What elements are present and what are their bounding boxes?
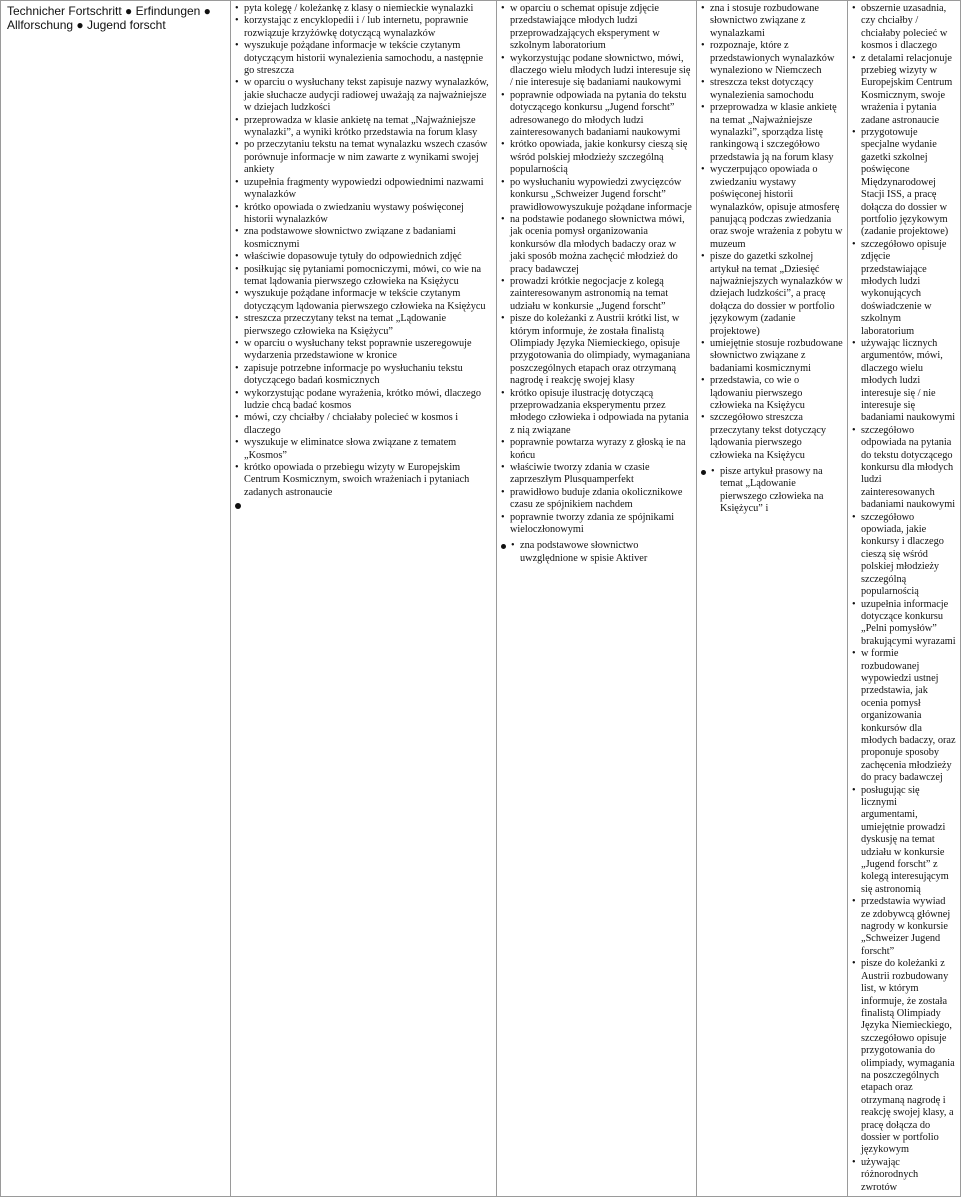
list-item: • uzupełnia informacje dotyczące konkursu „Pelni pomysłów” brakującymi wyrazami — [852, 599, 956, 649]
list-item: • poprawnie tworzy zdania ze spójnikami wieloczłonowymi — [501, 512, 692, 537]
list-item: • posiłkując się pytaniami pomocniczymi, mówi, co wie na temat lądowania pierwszego człowieka na Księżycu — [235, 264, 492, 289]
bullet-dot-icon — [701, 470, 706, 475]
bullet-list — [235, 3, 492, 499]
list-item: • szczegółowo opisuje zdjęcie przedstawiające młodych ludzi wykonujących doświadczenie w szkolnym laboratorium — [852, 239, 956, 338]
list-item: • korzystając z encyklopedii i / lub internetu, poprawnie rozwiązuje krzyżówkę dotyczącą wynalazków — [235, 15, 492, 40]
list-item: • przeprowadza w klasie ankietę na temat „Najważniejsze wynalazki”, sporządza listę rankingową i szczegółowo przedstawia ją na forum klasy — [701, 102, 843, 164]
list-item: • posługując się licznymi argumentami, umiejętnie prowadzi dyskusję na temat udziału w konkursie „Jugend forscht” z kolegą interesującym się astronomią — [852, 785, 956, 897]
list-item: • właściwie tworzy zdania w czasie zaprzeszłym Plusquamperfekt — [501, 462, 692, 487]
column-basic — [231, 1, 497, 1197]
list-item: • mówi, czy chciałby / chciałaby polecieć w kosmos i dlaczego — [235, 412, 492, 437]
list-item: • streszcza przeczytany tekst na temat „Lądowanie pierwszego człowieka na Księżycu” — [235, 313, 492, 338]
list-item: • wyszukuje pożądane informacje w tekście czytanym dotyczącym lądowania pierwszego człowieka na Księżycu — [235, 288, 492, 313]
list-item: • na podstawie podanego słownictwa mówi, jak ocenia pomysł organizowania konkursów dla młodych badaczy oraz w jaki sposób można zachęcić młodzież do pracy badawczej — [501, 214, 692, 276]
list-item: • prowadzi krótkie negocjacje z kolegą zainteresowanym astronomią na temat udziału w konkursie „Jugend forscht” — [501, 276, 692, 313]
bullet-list — [511, 540, 692, 565]
list-item: • pyta kolegę / koleżankę z klasy o niemieckie wynalazki — [235, 3, 492, 15]
bullet-dot-icon — [235, 503, 241, 509]
bullet-list — [501, 3, 692, 536]
list-item: • krótko opowiada o przebiegu wizyty w Europejskim Centrum Kosmicznym, swoich wrażeniach i pytaniach zadanych astronaucie — [235, 462, 492, 499]
list-item: • streszcza tekst dotyczący wynalezienia samochodu — [701, 77, 843, 102]
list-item: • przedstawia, co wie o lądowaniu pierwszego człowieka na Księżycu — [701, 375, 843, 412]
bullet-list — [701, 3, 843, 462]
list-item: • prawidłowo buduje zdania okolicznikowe czasu ze spójnikiem nachdem — [501, 487, 692, 512]
list-item: • wyczerpująco opowiada o zwiedzaniu wystawy poświęconej historii wynalazków, opisuje atmosferę panującą podczas zwiedzania oraz swoje wrażenia z pobytu w muzeum — [701, 164, 843, 251]
list-item: • uzupełnia fragmenty wypowiedzi odpowiednimi nazwami wynalazków — [235, 177, 492, 202]
list-item: • w formie rozbudowanej wypowiedzi ustnej przedstawia, jak ocenia pomysł organizowania konkursów dla młodych badaczy, oraz proponuje sposoby zachęcenia młodzieży do pracy badawczej — [852, 648, 956, 784]
list-item: • w oparciu o wysłuchany tekst poprawnie uszeregowuje wydarzenia przedstawione w kronice — [235, 338, 492, 363]
list-item: • pisze do koleżanki z Austrii krótki list, w którym informuje, że została finalistą Olimpiady Języka Niemieckiego, opisuje przygotowania do olimpiady, wymaganiana poszczególnych etapach oraz otrzymaną nagrodę i reakcję swojej klasy — [501, 313, 692, 387]
list-item: • umiejętnie stosuje rozbudowane słownictwo związane z badaniami kosmicznymi — [701, 338, 843, 375]
list-item: • pisze do gazetki szkolnej artykuł na temat „Dziesięć najważniejszych wynalazków w dziejach ludzkości”, a pracę dołącza do dossier w portfolio językowym (zadanie projektowe) — [701, 251, 843, 338]
list-item: • przygotowuje specjalne wydanie gazetki szkolnej poświęcone Międzynarodowej Stacji ISS, a pracę dołącza do dossier w portfolio językowym (zadanie projektowe) — [852, 127, 956, 239]
list-item: • krótko opowiada o zwiedzaniu wystawy poświęconej historii wynalazków — [235, 202, 492, 227]
list-item: • z detalami relacjonuje przebieg wizyty w Europejskim Centrum Kosmicznym, swoje wrażenia i pytania zadane astronaucie — [852, 53, 956, 127]
bullet-list — [852, 3, 956, 1194]
list-item: • obszernie uzasadnia, czy chciałby / chciałaby polecieć w kosmos i dlaczego — [852, 3, 956, 53]
list-item: • przedstawia wywiad ze zdobywcą głównej nagrody w konkursie „Schweizer Jugend forscht” — [852, 896, 956, 958]
list-item: • szczegółowo streszcza przeczytany tekst dotyczący lądowania pierwszego człowieka na Księżycu — [701, 412, 843, 462]
list-item: • w oparciu o schemat opisuje zdjęcie przedstawiające młodych ludzi przeprowadzających eksperyment w szkolnym laboratorium — [501, 3, 692, 53]
list-item: • w oparciu o wysłuchany tekst zapisuje nazwy wynalazków, jakie słuchacze audycji radiowej uważają za najważniejsze w dziejach ludzkości — [235, 77, 492, 114]
list-item: • pisze artykuł prasowy na temat „Lądowanie pierwszego człowieka na Księżycu” i — [711, 466, 843, 516]
list-item: • przeprowadza w klasie ankietę na temat „Najważniejsze wynalazki”, a wyniki krótko przedstawia na forum klasy — [235, 115, 492, 140]
bullet-dot-icon — [501, 544, 506, 549]
list-item: • używając różnorodnych zwrotów — [852, 1157, 956, 1194]
topic-title: Technicher Fortschritt ● Erfindungen ● Allforschung ● Jugend forscht — [7, 4, 211, 32]
column-advanced — [697, 1, 848, 1197]
list-item: • po wysłuchaniu wypowiedzi zwycięzców konkursu „Schweizer Jugend forscht” prawidłowowyszukuje pożądane informacje — [501, 177, 692, 214]
table-row — [1, 1, 961, 1197]
list-item: • szczegółowo opowiada, jakie konkursy i dlaczego cieszą się wśród polskiej młodzieży szczególną popularnością — [852, 512, 956, 599]
topic-cell — [1, 1, 231, 1197]
list-item: • zna i stosuje rozbudowane słownictwo związane z wynalazkami — [701, 3, 843, 40]
column-excellent — [848, 1, 961, 1197]
nested-bullet — [701, 466, 843, 516]
bullet-list — [711, 466, 843, 516]
list-item: • pisze do koleżanki z Austrii rozbudowany list, w którym informuje, że została finalistą Olimpiady Języka Niemieckiego, szczegółowo opisuje przygotowania do olimpiady, wymagania na poszczególnych etapach oraz otrzymaną nagrodę i reakcję swojej klasy, a pracę dołącza do dossier w portfolio językowym — [852, 958, 956, 1157]
list-item: • poprawnie powtarza wyrazy z głoską ie na końcu — [501, 437, 692, 462]
list-item: • krótko opowiada, jakie konkursy cieszą się wśród polskiej młodzieży szczególną popularnością — [501, 139, 692, 176]
bullet-marker — [235, 501, 492, 513]
list-item: • wyszukuje w eliminatce słowa związane z tematem „Kosmos” — [235, 437, 492, 462]
list-item: • szczegółowo odpowiada na pytania do tekstu dotyczącego konkursu dla młodych ludzi zainteresowanych badaniami naukowymi — [852, 425, 956, 512]
list-item: • poprawnie odpowiada na pytania do tekstu dotyczącego konkursu „Jugend forscht” adresowanego do młodych ludzi zainteresowanych badaniami naukowymi — [501, 90, 692, 140]
list-item: • wyszukuje pożądane informacje w tekście czytanym dotyczącym historii wynalezienia samochodu, a następnie go streszcza — [235, 40, 492, 77]
list-item: • zapisuje potrzebne informacje po wysłuchaniu tekstu dotyczącego badań kosmicznych — [235, 363, 492, 388]
list-item: • zna podstawowe słownictwo uwzględnione w spisie Aktiver — [511, 540, 692, 565]
list-item: • krótko opisuje ilustrację dotyczącą przeprowadzania eksperymentu przez młodego człowieka i odpowiada na pytania z nią związane — [501, 388, 692, 438]
list-item: • używając licznych argumentów, mówi, dlaczego wielu młodych ludzi interesuje się / nie interesuje się badaniami naukowymi — [852, 338, 956, 425]
column-extended — [497, 1, 697, 1197]
nested-bullet — [501, 540, 692, 565]
list-item: • po przeczytaniu tekstu na temat wynalazku wszech czasów porównuje informacje w nim zawarte z wynikami swojej ankiety — [235, 139, 492, 176]
list-item: • właściwie dopasowuje tytuły do odpowiednich zdjęć — [235, 251, 492, 263]
list-item: • zna podstawowe słownictwo związane z badaniami kosmicznymi — [235, 226, 492, 251]
list-item: • wykorzystując podane słownictwo, mówi, dlaczego wielu młodych ludzi interesuje się / nie interesuje się badaniami naukowymi — [501, 53, 692, 90]
list-item: • wykorzystując podane wyrażenia, krótko mówi, dlaczego ludzie chcą badać kosmos — [235, 388, 492, 413]
list-item: • rozpoznaje, które z przedstawionych wynalazków wynaleziono w Niemczech — [701, 40, 843, 77]
